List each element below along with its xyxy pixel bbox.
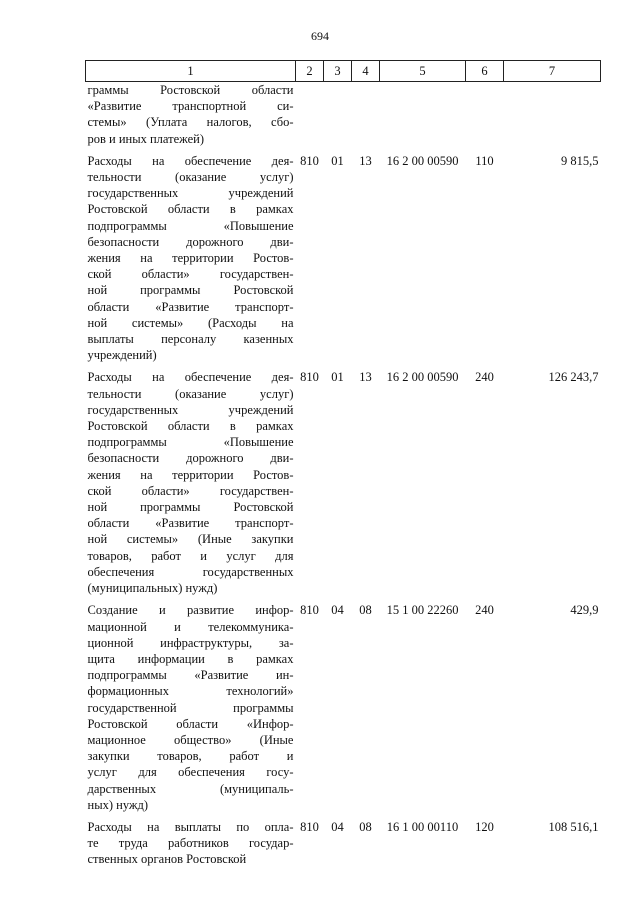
description-line: ров и иных платежей) bbox=[87, 131, 205, 146]
table-row bbox=[86, 82, 601, 147]
description-line: мационное общество» (Иные bbox=[87, 732, 294, 747]
description-line: Расходы на обеспечение дея- bbox=[87, 370, 294, 385]
description-line: обеспечения государственных bbox=[87, 564, 294, 579]
description-line: Расходы на выплаты по опла- bbox=[87, 819, 294, 834]
description-line: «Развитие транспортной си- bbox=[87, 99, 294, 114]
description-line: услуг для обеспечения госу- bbox=[87, 765, 294, 780]
description-line: закупки товаров, работ и bbox=[87, 749, 294, 764]
cell-csr bbox=[380, 82, 466, 147]
cell-vr: 110 bbox=[475, 153, 494, 168]
table-row bbox=[86, 153, 601, 364]
description-line: подпрограммы «Развитие ин- bbox=[87, 668, 294, 683]
cell-sum: 126 243,7 bbox=[548, 370, 599, 385]
column-header-2: 2 bbox=[296, 61, 324, 82]
description-line: ционной инфраструктуры, за- bbox=[87, 635, 294, 650]
cell-gr: 810 bbox=[300, 819, 319, 834]
cell-rz: 01 bbox=[331, 153, 344, 168]
description-line: тельности (оказание услуг) bbox=[87, 170, 294, 185]
table-row bbox=[86, 602, 601, 813]
description-line: безопасности дорожного дви- bbox=[87, 234, 294, 249]
cell-rz: 04 bbox=[331, 819, 344, 834]
cell-pr: 08 bbox=[359, 603, 372, 618]
cell-gr: 810 bbox=[300, 153, 319, 168]
description-line: государственных учреждений bbox=[87, 402, 294, 417]
description-line: учреждений) bbox=[87, 348, 157, 363]
cell-sum: 9 815,5 bbox=[561, 153, 599, 168]
description-line: граммы Ростовской области bbox=[87, 83, 294, 97]
table-row bbox=[86, 369, 601, 596]
description-line: ственных органов Ростовской bbox=[87, 852, 247, 867]
description-line: государственной программы bbox=[87, 700, 294, 715]
cell-csr: 16 2 00 00590 bbox=[386, 153, 459, 168]
description-line: Ростовской области «Инфор- bbox=[87, 716, 294, 731]
description-line: те труда работников государ- bbox=[87, 836, 294, 851]
cell-gr: 810 bbox=[300, 603, 319, 618]
cell-csr: 16 2 00 00590 bbox=[386, 370, 459, 385]
row-description bbox=[86, 369, 296, 596]
description-line: тельности (оказание услуг) bbox=[87, 386, 294, 401]
description-line: Расходы на обеспечение дея- bbox=[87, 153, 294, 168]
column-header-6: 6 bbox=[466, 61, 504, 82]
description-line: жения на территории Ростов- bbox=[87, 467, 294, 482]
column-header-4: 4 bbox=[352, 61, 380, 82]
description-line: ной системы» (Расходы на bbox=[87, 315, 294, 330]
cell-rz: 01 bbox=[331, 370, 344, 385]
cell-vr bbox=[466, 82, 504, 147]
description-line: (муниципальных) нужд) bbox=[87, 581, 218, 596]
table-body bbox=[86, 82, 601, 868]
cell-sum: 108 516,1 bbox=[548, 819, 599, 834]
description-line: Ростовской области в рамках bbox=[87, 202, 294, 217]
cell-sum bbox=[504, 82, 601, 147]
cell-sum: 429,9 bbox=[570, 603, 599, 618]
description-line: государственных учреждений bbox=[87, 186, 294, 201]
cell-gr bbox=[296, 82, 324, 147]
row-description bbox=[86, 153, 296, 364]
description-line: безопасности дорожного дви- bbox=[87, 451, 294, 466]
cell-vr: 120 bbox=[475, 819, 494, 834]
cell-gr: 810 bbox=[300, 370, 319, 385]
description-line: ной программы Ростовской bbox=[87, 500, 294, 515]
description-line: щита информации в рамках bbox=[87, 651, 294, 666]
description-line: ной программы Ростовской bbox=[87, 283, 294, 298]
row-description bbox=[86, 602, 296, 813]
column-header-5: 5 bbox=[380, 61, 466, 82]
description-line: формационных технологий» bbox=[87, 684, 294, 699]
description-line: жения на территории Ростов- bbox=[87, 251, 294, 266]
column-header-7: 7 bbox=[504, 61, 601, 82]
row-description bbox=[86, 82, 296, 147]
description-line: ской области» государствен- bbox=[87, 267, 294, 282]
description-line: дарственных (муниципаль- bbox=[87, 781, 294, 796]
cell-pr bbox=[352, 82, 380, 147]
description-line: подпрограммы «Повышение bbox=[87, 218, 294, 233]
cell-pr: 08 bbox=[359, 819, 372, 834]
description-line: выплаты персоналу казенных bbox=[87, 332, 294, 347]
description-line: области «Развитие транспорт- bbox=[87, 299, 294, 314]
description-line: подпрограммы «Повышение bbox=[87, 435, 294, 450]
description-line: стемы» (Уплата налогов, сбо- bbox=[87, 115, 294, 130]
column-header-1: 1 bbox=[86, 61, 296, 82]
cell-pr: 13 bbox=[359, 370, 372, 385]
cell-csr: 15 1 00 22260 bbox=[386, 603, 459, 618]
description-line: области «Развитие транспорт- bbox=[87, 516, 294, 531]
cell-vr: 240 bbox=[475, 603, 494, 618]
cell-rz: 04 bbox=[331, 603, 344, 618]
description-line: ной системы» (Иные закупки bbox=[87, 532, 294, 547]
description-line: ской области» государствен- bbox=[87, 483, 294, 498]
table-row bbox=[86, 819, 601, 868]
cell-rz bbox=[324, 82, 352, 147]
description-line: ных) нужд) bbox=[87, 797, 149, 812]
description-line: Ростовской области в рамках bbox=[87, 419, 294, 434]
column-header-3: 3 bbox=[324, 61, 352, 82]
description-line: товаров, работ и услуг для bbox=[87, 548, 294, 563]
budget-table bbox=[85, 60, 601, 868]
cell-csr: 16 1 00 00110 bbox=[386, 819, 459, 834]
page-number: 694 bbox=[311, 29, 329, 43]
description-line: мационной и телекоммуника- bbox=[87, 619, 294, 634]
cell-vr: 240 bbox=[475, 370, 494, 385]
row-description bbox=[86, 819, 296, 868]
header-row bbox=[86, 61, 601, 82]
cell-pr: 13 bbox=[359, 153, 372, 168]
description-line: Создание и развитие инфор- bbox=[87, 603, 294, 618]
